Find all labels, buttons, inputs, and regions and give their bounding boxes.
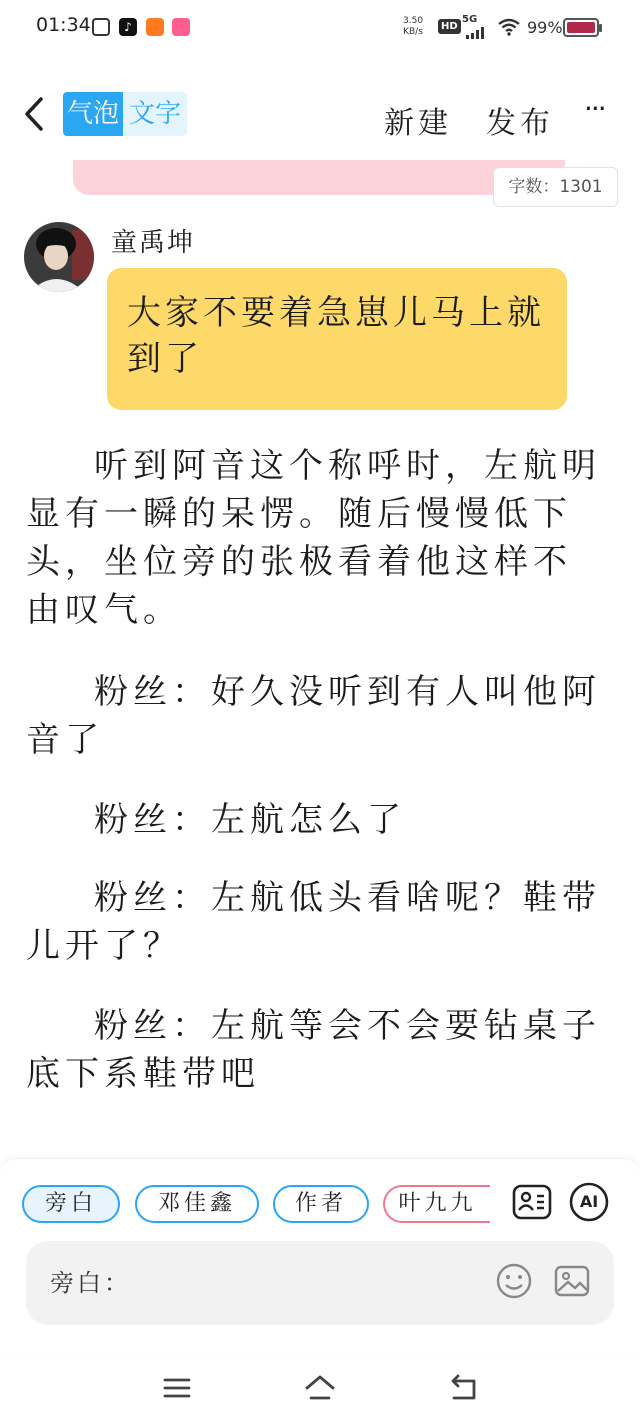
page-title-text: 文字 <box>123 92 187 136</box>
narration-paragraph[interactable]: 听到阿音这个称呼时，左航明显有一瞬的呆愣。随后慢慢低下头，坐位旁的张极看着他这样不由叹气。 <box>26 446 601 630</box>
message-bubble[interactable]: 大家不要着急崽儿马上就到了 <box>107 268 567 410</box>
publish-button[interactable]: 发布 <box>486 106 554 141</box>
word-count-badge: 字数：1301 <box>493 167 618 207</box>
back-button[interactable] <box>14 92 54 136</box>
battery-icon <box>563 18 599 37</box>
image-icon[interactable] <box>552 1261 592 1301</box>
story-editor[interactable] <box>0 160 640 1160</box>
top-nav <box>0 80 640 160</box>
speaker-avatar-image <box>24 222 94 292</box>
role-chip-author[interactable]: 作者 <box>273 1185 369 1223</box>
text-input[interactable] <box>26 1241 614 1325</box>
character-card-icon[interactable] <box>511 1181 553 1223</box>
role-chip-narration[interactable]: 旁白 <box>22 1185 120 1223</box>
page-title-bubble: 气泡 <box>63 92 123 136</box>
fan-comment-paragraph[interactable]: 粉丝：左航怎么了 <box>94 800 406 840</box>
signal-bars-icon <box>466 27 488 39</box>
hd-badge: HD <box>438 19 461 34</box>
menu-icon[interactable] <box>160 1371 194 1405</box>
tiktok-icon: ♪ <box>119 18 137 36</box>
fan-comment-paragraph[interactable]: 粉丝：左航等会不会要钻桌子底下系鞋带吧 <box>26 1006 601 1094</box>
more-options-button[interactable]: ··· <box>584 92 605 125</box>
input-role-label: 旁白： <box>50 1269 131 1297</box>
app-notification-icon <box>146 18 164 36</box>
status-bar <box>0 0 640 56</box>
home-icon[interactable] <box>303 1371 337 1405</box>
network-speed-value: 3.50 <box>403 16 424 26</box>
battery-fill <box>567 22 595 33</box>
battery-percent: 99% <box>527 18 563 37</box>
fan-comment-paragraph[interactable]: 粉丝：左航低头看啥呢？鞋带儿开了？ <box>26 878 601 966</box>
new-button[interactable]: 新建 <box>384 106 452 141</box>
speaker-name: 童禹坤 <box>111 228 196 258</box>
wifi-icon <box>498 18 520 36</box>
previous-message-bubble[interactable] <box>73 160 565 195</box>
bilibili-icon <box>92 18 110 36</box>
avatar[interactable] <box>24 222 94 292</box>
app-notification-icon-2 <box>172 18 190 36</box>
input-panel <box>0 1158 640 1353</box>
ai-icon[interactable] <box>568 1181 610 1223</box>
back-icon[interactable] <box>446 1371 480 1405</box>
status-time: 01:34 <box>36 14 91 36</box>
emoji-icon[interactable] <box>494 1261 534 1301</box>
network-type: 5G <box>462 14 478 25</box>
role-chip-character-2[interactable]: 叶九九 <box>383 1185 490 1223</box>
fan-comment-paragraph[interactable]: 粉丝：好久没听到有人叫他阿音了 <box>26 672 601 760</box>
role-chip-character[interactable]: 邓佳鑫 <box>135 1185 259 1223</box>
network-speed-unit: KB/s <box>403 27 423 37</box>
page-title <box>63 92 187 136</box>
ai-label: AI <box>579 1192 599 1211</box>
chevron-left-icon <box>23 96 45 132</box>
system-nav-bar <box>0 1353 640 1425</box>
network-speed <box>403 16 423 38</box>
